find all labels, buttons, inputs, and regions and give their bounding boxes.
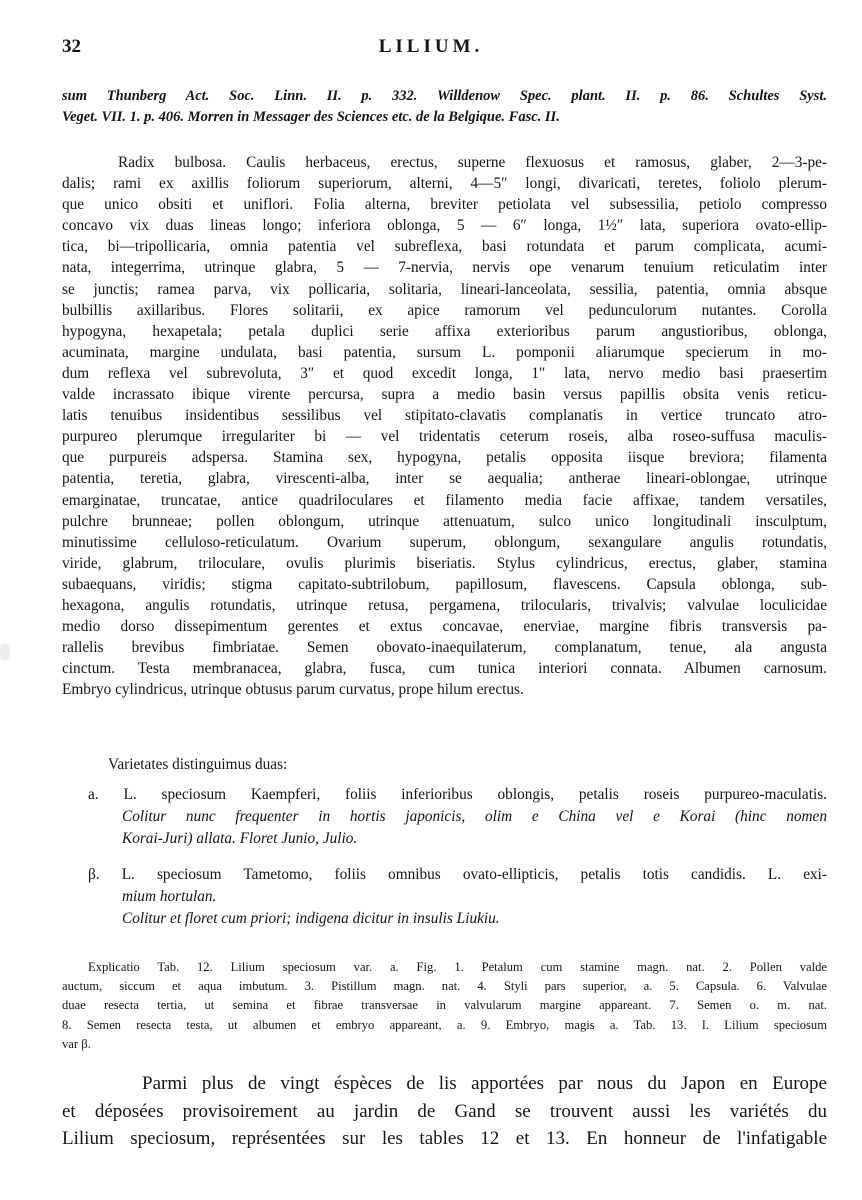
description-line: subaequans, viridis; stigma capitato-subtrilobum, papillosum, flavescens. Capsula oblonga, sub- bbox=[62, 575, 827, 593]
varieties-heading: Varietates distinguimus duas: bbox=[108, 756, 288, 773]
variety-a bbox=[62, 784, 827, 850]
description-line: patentia, teretia, glabra, virescenti-alba, inter se aequalia; antherae lineari-oblongae, utrinque bbox=[62, 470, 827, 488]
paper-stain bbox=[0, 644, 10, 660]
french-line: et déposées provisoirement au jardin de Gand se trouvent aussi les variétés du bbox=[62, 1100, 827, 1122]
variety-b-synonym-line: mium hortulan. bbox=[122, 888, 217, 905]
description-line: dum reflexa vel subrevoluta, 3″ et quod excedit longa, 1″ lata, nervo medio basi praesertim bbox=[62, 364, 827, 382]
explanation-line: Explicatio Tab. 12. Lilium speciosum var. a. Fig. 1. Petalum cum stamine magn. nat. 2. Pollen valde bbox=[88, 960, 827, 974]
description-line: viride, glabrum, triloculare, ovulis plurimis biseriatis. Stylus cylindricus, erectus, glaber, stamina bbox=[62, 554, 827, 572]
variety-b bbox=[62, 864, 827, 930]
variety-b-habitat-line: Colitur et floret cum priori; indigena dicitur in insulis Liukiu. bbox=[122, 910, 500, 927]
description-line: cinctum. Testa membranacea, glabra, fusca, cum tunica interiori connata. Albumen carnosum. bbox=[62, 660, 827, 678]
description-line: medio dorso dissepimentum gerentes et extus concavae, enerviae, margine fibris transversis pa- bbox=[62, 618, 827, 636]
explanation-line: 8. Semen resecta testa, ut albumen et embryo appareant, a. 9. Embryo, magis a. Tab. 13. I. Lilium speciosum bbox=[62, 1017, 827, 1032]
description-line: minutissime celluloso-reticulatum. Ovarium superum, oblongum, sexangulare angulis rotundatis, bbox=[62, 533, 827, 551]
description-line: hypogyna, hexapetala; petala duplici serie affixa exterioribus parum angustioribus, oblonga, bbox=[62, 322, 827, 340]
variety-b-name-line: β. L. speciosum Tametomo, foliis omnibus ovato-ellipticis, petalis totis candidis. L. exi- bbox=[88, 866, 827, 883]
description-line: se junctis; ramea parva, vix pollicaria, solitaria, lineari-lanceolata, sessilia, patentia, omnia absque bbox=[62, 280, 827, 298]
description-line: nata, integerrima, utrinque glabra, 5 — 7-nervia, nervis ope venarum tenuium reticulatim inter bbox=[62, 259, 827, 277]
variety-a-name-line: a. L. speciosum Kaempferi, foliis inferioribus oblongis, petalis roseis purpureo-maculatis. bbox=[88, 786, 827, 803]
description-line: valde incrassato ibique virente percursa, supra a medio basin versus papillis obsita venis reticu- bbox=[62, 386, 827, 404]
description-line: dalis; rami ex axillis foliorum superiorum, alterni, 4—5″ longi, divaricati, teretes, foliolo plerum- bbox=[62, 175, 827, 193]
french-line: Parmi plus de vingt éspèces de lis apportées par nous du Japon en Europe bbox=[142, 1073, 827, 1094]
species-description bbox=[62, 152, 827, 700]
description-line: que purpureis adspersa. Stamina sex, hypogyna, petalis opposita iisque breviora; filamenta bbox=[62, 449, 827, 467]
plate-explanation bbox=[62, 958, 827, 1054]
explanation-line: auctum, siccum et aqua imbutum. 3. Pistillum magn. nat. 4. Styli pars superior, a. 5. Capsula. 6. Valvulae bbox=[62, 979, 827, 994]
description-line: purpureo plerumque irregulariter bi — vel tridentatis ceterum roseis, alba roseo-suffusa maculis- bbox=[62, 428, 827, 446]
description-line: tica, bi—tripollicaria, omnia patentia vel subreflexa, basi rotundata et parum complicata, acumi- bbox=[62, 238, 827, 256]
running-title: LILIUM. bbox=[378, 36, 484, 57]
description-line: concavo vix duas lineas longo; inferiora oblonga, 5 — 6″ longa, 1½″ lata, superiora ovato-ellip- bbox=[62, 217, 827, 235]
explanation-line: duae resecta tertia, ut semina et fibrae transversae in valvularum margine appareant. 7. Semen o. m. nat. bbox=[62, 998, 827, 1013]
description-line: latis tenuibus insidentibus sessilibus vel stipitato-clavatis complanatis in vertice truncato atro- bbox=[62, 407, 827, 425]
description-line: emarginatae, truncatae, antice quadriloculares et filamento media facie affixae, tandem versatiles, bbox=[62, 491, 827, 509]
description-line: acuminata, margine undulata, basi patentia, sursum L. pomponii aliarumque specierum in mo- bbox=[62, 343, 827, 361]
description-line: pulchre brunneae; pollen oblongum, utrinque attenuatum, sulco unico longitudinali insculptum, bbox=[62, 512, 827, 530]
reference-line: Veget. VII. 1. p. 406. Morren in Messager des Sciences etc. de la Belgique. Fasc. II. bbox=[62, 109, 560, 125]
description-line: que unico obsiti et uniflori. Folia alterna, breviter petiolata vel subsessilia, petiolo compresso bbox=[62, 196, 827, 214]
variety-a-habitat-line: Korai-Juri) allata. Floret Junio, Julio. bbox=[122, 830, 358, 847]
description-line: Radix bulbosa. Caulis herbaceus, erectus, superne flexuosus et ramosus, glaber, 2—3-pe- bbox=[118, 154, 827, 171]
page-header bbox=[62, 36, 800, 60]
french-paragraph bbox=[62, 1070, 827, 1153]
description-line: rallelis brevibus fimbriatae. Semen obovato-inaequilaterum, complanatum, tenue, ala angusta bbox=[62, 639, 827, 657]
description-line: hexagona, angulis rotundatis, utrinque retusa, pergamena, trilocularis, trivalvis; valvulae loculicidae bbox=[62, 596, 827, 614]
french-line: Lilium speciosum, représentées sur les tables 12 et 13. En honneur de l'infatigable bbox=[62, 1128, 827, 1149]
description-line: Embryo cylindricus, utrinque obtusus parum curvatus, prope hilum erectus. bbox=[62, 681, 524, 699]
variety-a-habitat-line: Colitur nunc frequenter in hortis japonicis, olim e China vel e Korai (hinc nomen bbox=[122, 808, 827, 825]
varieties-intro bbox=[62, 754, 827, 776]
bibliographic-references bbox=[62, 86, 827, 128]
reference-line: sum Thunberg Act. Soc. Linn. II. p. 332. Willdenow Spec. plant. II. p. 86. Schultes Syst. bbox=[62, 88, 827, 104]
description-line: bulbillis axillaribus. Flores solitarii, ex apice ramorum vel pedunculorum nutantes. Corolla bbox=[62, 301, 827, 319]
explanation-line: var β. bbox=[62, 1036, 91, 1051]
page-number: 32 bbox=[62, 36, 81, 57]
